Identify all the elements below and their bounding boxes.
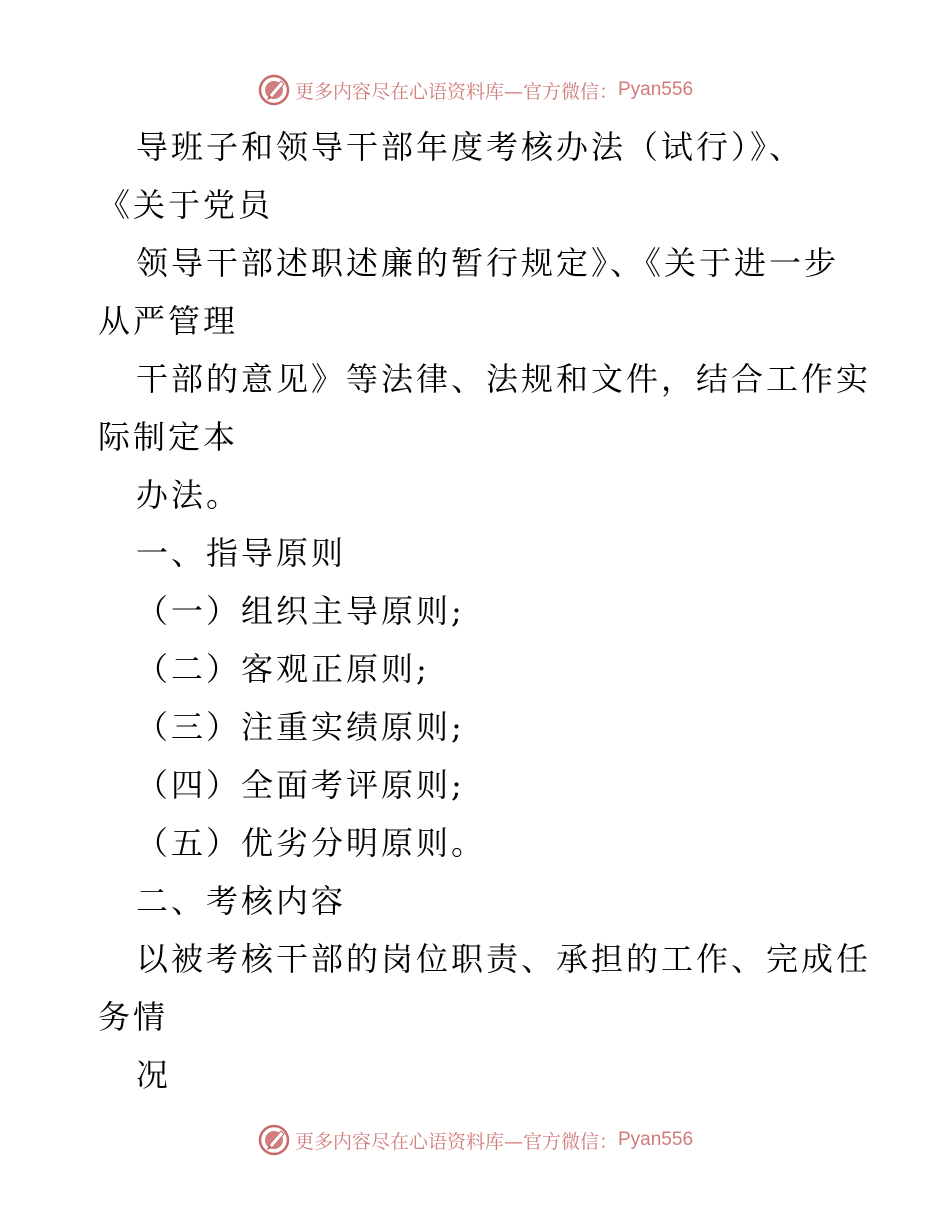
text-line: 况 xyxy=(136,1056,172,1094)
watermark-text: 更多内容尽在心语资料库—官方微信： xyxy=(294,80,618,103)
footer-watermark xyxy=(0,1120,950,1160)
pen-circle-icon xyxy=(257,73,291,107)
watermark-text: 更多内容尽在心语资料库—官方微信： xyxy=(294,1130,618,1153)
text-line: （五）优劣分明原则。 xyxy=(136,824,487,862)
text-line: 《关于党员 xyxy=(98,186,274,224)
text-line: （一）组织主导原则; xyxy=(136,592,465,630)
pen-circle-icon xyxy=(257,1123,291,1157)
text-line: （三）注重实绩原则; xyxy=(136,708,465,746)
text-line: （四）全面考评原则; xyxy=(136,766,465,804)
watermark-handle: Pyan556 xyxy=(618,79,694,100)
text-line: 办法。 xyxy=(136,476,242,514)
text-line: 务情 xyxy=(98,998,169,1036)
text-line: 领导干部述职述廉的暂行规定》、《关于进一步 xyxy=(136,244,840,282)
text-line: 从严管理 xyxy=(98,302,239,340)
text-line: 一、指导原则 xyxy=(136,534,347,572)
document-body xyxy=(98,118,872,1104)
text-line: 二、考核内容 xyxy=(136,882,347,920)
watermark-handle: Pyan556 xyxy=(618,1129,694,1150)
header-watermark xyxy=(0,70,950,110)
text-line: 干部的意见》等法律、法规和文件，结合工作实 xyxy=(136,360,872,398)
text-line: 导班子和领导干部年度考核办法（试行）》、 xyxy=(136,128,805,166)
text-line: 以被考核干部的岗位职责、承担的工作、完成任 xyxy=(136,940,872,978)
text-line: 际制定本 xyxy=(98,418,239,456)
text-line: （二）客观正原则; xyxy=(136,650,430,688)
